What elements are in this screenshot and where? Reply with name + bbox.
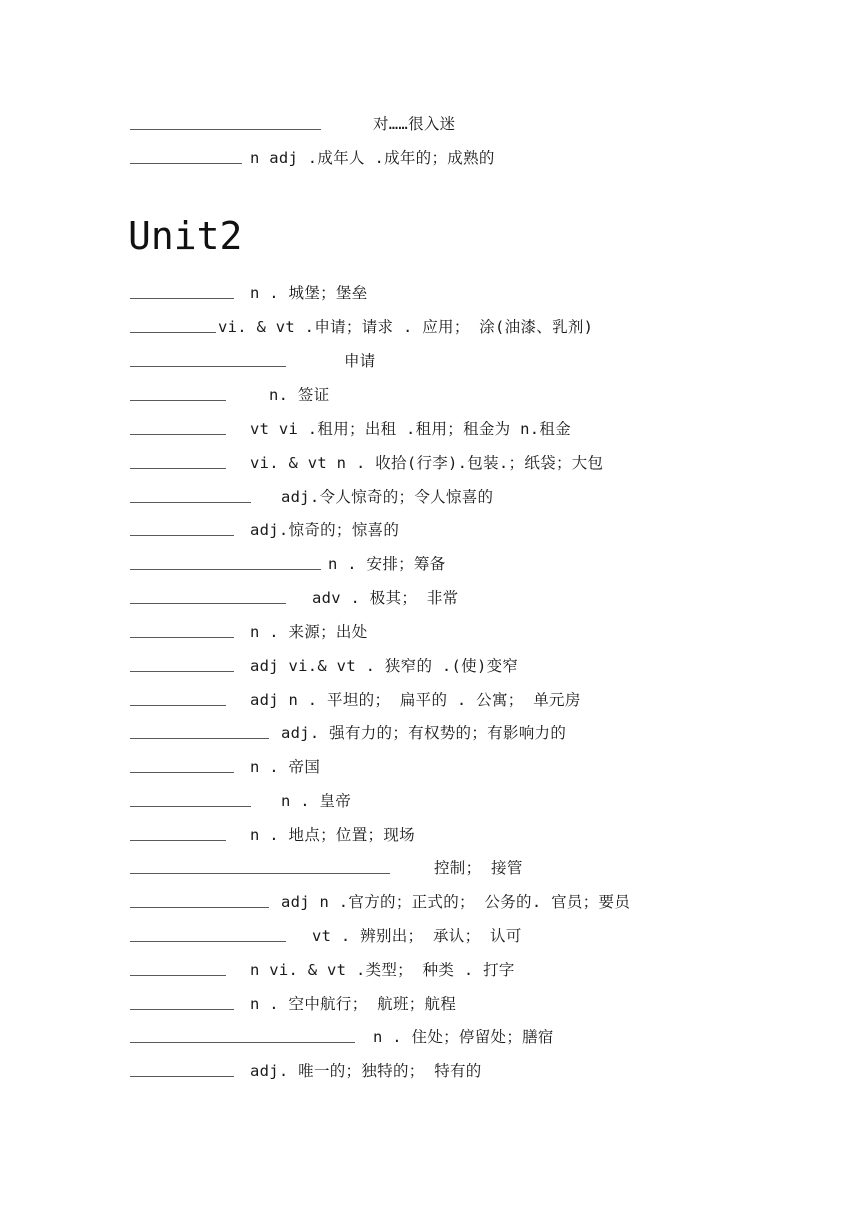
vocab-entry [130, 785, 830, 815]
vocab-entry [130, 920, 830, 950]
answer-blank[interactable] [130, 603, 286, 604]
vocab-entry [130, 108, 830, 138]
entry-definition: 控制； 接管 [434, 859, 523, 877]
answer-blank[interactable] [130, 671, 234, 672]
entry-definition: vt vi .租用；出租 .租用；租金为 n.租金 [250, 420, 571, 438]
answer-blank[interactable] [130, 129, 321, 130]
answer-blank[interactable] [130, 366, 286, 367]
answer-blank[interactable] [130, 535, 234, 536]
answer-blank[interactable] [130, 705, 226, 706]
vocab-entry [130, 616, 830, 646]
answer-blank[interactable] [130, 400, 226, 401]
entry-definition: n . 地点；位置；现场 [250, 826, 415, 844]
vocab-entry [130, 548, 830, 578]
vocab-entry [130, 481, 830, 511]
answer-blank[interactable] [130, 1009, 234, 1010]
answer-blank[interactable] [130, 569, 321, 570]
vocab-entry [130, 447, 830, 477]
vocab-entry [130, 277, 830, 307]
vocab-entry [130, 852, 830, 882]
entry-definition: adj. 强有力的；有权势的；有影响力的 [281, 724, 567, 742]
entry-definition: adj vi.& vt . 狭窄的 .(使)变窄 [250, 657, 519, 675]
entry-definition: adj.令人惊奇的；令人惊喜的 [281, 488, 494, 506]
entry-definition: adj n .官方的；正式的； 公务的. 官员；要员 [281, 893, 631, 911]
entry-definition: adj n . 平坦的； 扁平的 . 公寓； 单元房 [250, 691, 581, 709]
answer-blank[interactable] [130, 907, 269, 908]
answer-blank[interactable] [130, 840, 226, 841]
vocab-entry [130, 311, 830, 341]
answer-blank[interactable] [130, 806, 251, 807]
vocab-entry [130, 582, 830, 612]
entry-definition: n . 空中航行； 航班；航程 [250, 995, 457, 1013]
entry-definition: n . 安排；筹备 [328, 555, 446, 573]
vocab-entry [130, 1021, 830, 1051]
entry-definition: n . 帝国 [250, 758, 321, 776]
entry-definition: n. 签证 [269, 386, 330, 404]
answer-blank[interactable] [130, 772, 234, 773]
answer-blank[interactable] [130, 1042, 355, 1043]
answer-blank[interactable] [130, 637, 234, 638]
entry-definition: n . 城堡；堡垒 [250, 284, 368, 302]
entry-definition: adj.惊奇的；惊喜的 [250, 521, 400, 539]
answer-blank[interactable] [130, 941, 286, 942]
vocab-entry [130, 988, 830, 1018]
answer-blank[interactable] [130, 1076, 234, 1077]
answer-blank[interactable] [130, 468, 226, 469]
answer-blank[interactable] [130, 975, 226, 976]
vocab-entry [130, 379, 830, 409]
vocab-entry [130, 142, 830, 172]
vocab-entry [130, 751, 830, 781]
vocab-entry [130, 886, 830, 916]
entry-definition: 申请 [344, 352, 376, 370]
entry-definition: n . 皇帝 [281, 792, 352, 810]
entry-definition: n . 来源；出处 [250, 623, 368, 641]
entry-definition: vi. & vt .申请；请求 . 应用； 涂(油漆、乳剂) [218, 318, 594, 336]
answer-blank[interactable] [130, 738, 269, 739]
entry-definition: vt . 辨别出； 承认； 认可 [312, 927, 522, 945]
vocab-entry [130, 345, 830, 375]
answer-blank[interactable] [130, 434, 226, 435]
answer-blank[interactable] [130, 332, 216, 333]
entry-definition: n . 住处；停留处；膳宿 [373, 1028, 554, 1046]
entry-definition: 对……很入迷 [373, 115, 456, 133]
vocab-entry [130, 1055, 830, 1085]
answer-blank[interactable] [130, 873, 390, 874]
entry-definition: n adj .成年人 .成年的；成熟的 [250, 149, 495, 167]
vocab-entry [130, 717, 830, 747]
vocab-entry [130, 819, 830, 849]
entry-definition: adj. 唯一的；独特的； 特有的 [250, 1062, 482, 1080]
vocab-entry [130, 954, 830, 984]
entry-definition: adv . 极其； 非常 [312, 589, 459, 607]
entry-definition: vi. & vt n . 收拾(行李).包装.；纸袋；大包 [250, 454, 604, 472]
vocab-entry [130, 514, 830, 544]
vocab-entry [130, 650, 830, 680]
answer-blank[interactable] [130, 502, 251, 503]
answer-blank[interactable] [130, 298, 234, 299]
unit-heading: Unit2 [128, 214, 243, 258]
vocab-entry [130, 684, 830, 714]
entry-definition: n vi. & vt .类型； 种类 . 打字 [250, 961, 515, 979]
answer-blank[interactable] [130, 163, 242, 164]
vocab-entry [130, 413, 830, 443]
